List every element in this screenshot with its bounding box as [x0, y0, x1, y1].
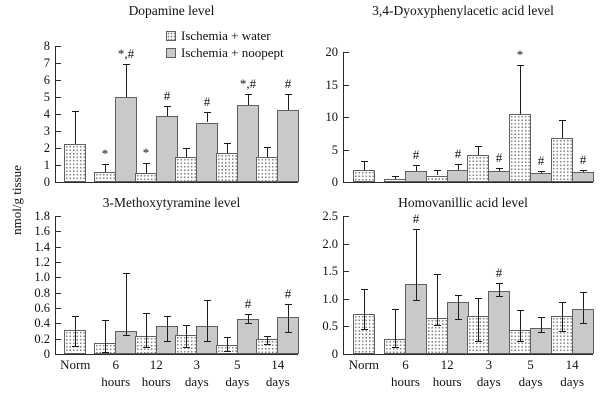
- y-tick-label: 5: [43, 90, 50, 104]
- panel-title-dopamine: Dopamine level: [128, 3, 215, 18]
- x-category-label: Norm: [348, 357, 379, 372]
- bar: [115, 97, 137, 182]
- y-tick: [344, 117, 349, 118]
- y-tick: [344, 326, 349, 327]
- y-tick-label: 3: [43, 124, 50, 138]
- y-tick: [56, 46, 61, 47]
- y-tick: [344, 271, 349, 272]
- error-bar: [126, 64, 127, 97]
- bar: [64, 144, 86, 182]
- significance-label: #: [454, 146, 462, 162]
- x-category-label: 6: [112, 357, 119, 372]
- significance-label: #: [163, 87, 171, 103]
- x-category-label: hours: [141, 374, 171, 389]
- error-cap: [143, 163, 150, 164]
- y-axis-label: nmol/g tissue: [9, 165, 24, 235]
- x-category-label: 14: [271, 357, 285, 372]
- y-tick: [344, 85, 349, 86]
- error-cap: [392, 347, 399, 348]
- error-cap: [434, 170, 441, 171]
- error-bar: [288, 304, 289, 332]
- error-cap: [224, 351, 231, 352]
- legend-label-water: Ischemia + water: [181, 27, 271, 43]
- error-cap: [580, 292, 587, 293]
- error-cap: [496, 168, 503, 169]
- x-category-label: days: [225, 374, 250, 389]
- y-tick: [56, 247, 61, 248]
- error-cap: [434, 325, 441, 326]
- x-category-label: 12: [149, 357, 163, 372]
- error-bar: [105, 320, 106, 352]
- error-cap: [204, 112, 211, 113]
- bar: [447, 170, 469, 182]
- y-tick-label: 6: [43, 73, 50, 87]
- error-cap: [496, 296, 503, 297]
- y-tick: [56, 339, 61, 340]
- y-tick-label: 2: [43, 141, 50, 155]
- error-bar: [562, 120, 563, 138]
- error-bar: [416, 229, 417, 300]
- y-tick-label: 1.4: [34, 239, 50, 254]
- error-cap: [102, 320, 109, 321]
- bar: [256, 157, 278, 182]
- bar: [488, 171, 510, 182]
- error-cap: [164, 316, 171, 317]
- error-bar: [105, 164, 106, 172]
- y-tick-label: 0.4: [34, 316, 50, 331]
- error-cap: [580, 170, 587, 171]
- error-bar: [541, 317, 542, 332]
- y-tick: [56, 293, 61, 294]
- x-axis: [343, 182, 593, 183]
- bar: [277, 110, 299, 182]
- error-bar: [126, 273, 127, 335]
- bar: [94, 172, 116, 182]
- y-tick-label: 1: [43, 158, 50, 172]
- y-tick-label: 4: [43, 107, 50, 121]
- bar: [384, 179, 406, 182]
- error-cap: [285, 94, 292, 95]
- y-tick: [344, 52, 349, 53]
- error-bar: [207, 112, 208, 122]
- x-axis: [55, 182, 298, 183]
- error-cap: [413, 229, 420, 230]
- error-bar: [267, 147, 268, 157]
- y-tick: [56, 165, 61, 166]
- y-tick: [344, 244, 349, 245]
- significance-label: #: [495, 264, 503, 280]
- error-cap: [164, 106, 171, 107]
- y-tick: [56, 308, 61, 309]
- error-bar: [75, 111, 76, 144]
- error-cap: [455, 319, 462, 320]
- bar: [353, 170, 375, 182]
- error-cap: [455, 295, 462, 296]
- error-cap: [183, 148, 190, 149]
- y-tick-label: 7: [43, 56, 50, 70]
- y-tick: [344, 182, 349, 183]
- y-tick: [56, 277, 61, 278]
- x-category-label: hours: [391, 374, 420, 389]
- error-cap: [475, 341, 482, 342]
- error-cap: [224, 143, 231, 144]
- x-category-label: Norm: [60, 357, 91, 372]
- error-bar: [520, 65, 521, 114]
- y-tick-label: 1.5: [322, 264, 338, 279]
- error-cap: [517, 65, 524, 66]
- error-cap: [475, 146, 482, 147]
- error-cap: [123, 335, 130, 336]
- error-cap: [361, 289, 368, 290]
- y-tick: [344, 354, 349, 355]
- error-bar: [458, 295, 459, 319]
- error-bar: [248, 314, 249, 323]
- significance-label: #: [412, 147, 420, 163]
- x-category-label: days: [518, 374, 543, 389]
- significance-label: #: [244, 296, 252, 312]
- significance-label: *,#: [117, 45, 135, 61]
- error-cap: [245, 323, 252, 324]
- error-cap: [245, 314, 252, 315]
- panel-title-homovanillic: Homovanillic acid level: [398, 195, 528, 210]
- error-cap: [392, 309, 399, 310]
- error-bar: [186, 148, 187, 157]
- error-bar: [364, 289, 365, 329]
- bar: [135, 173, 157, 182]
- error-cap: [264, 344, 271, 345]
- panel-title-methoxytyramine: 3-Methoxytyramine level: [102, 195, 241, 210]
- error-cap: [183, 347, 190, 348]
- error-cap: [475, 298, 482, 299]
- error-cap: [538, 332, 545, 333]
- y-tick: [56, 231, 61, 232]
- y-tick-label: 1.0: [34, 270, 50, 285]
- bar: [488, 291, 510, 354]
- error-bar: [583, 292, 584, 323]
- error-cap: [517, 310, 524, 311]
- error-bar: [146, 313, 147, 348]
- x-category-label: 6: [402, 357, 409, 372]
- y-tick-label: 1.8: [34, 209, 50, 223]
- y-tick-label: 1.2: [34, 255, 50, 269]
- x-category-label: 3: [485, 357, 493, 372]
- y-tick-label: 2.5: [322, 209, 338, 223]
- y-tick-label: 0.5: [322, 319, 338, 334]
- error-cap: [285, 332, 292, 333]
- error-bar: [437, 274, 438, 325]
- error-cap: [517, 341, 524, 342]
- error-cap: [496, 283, 503, 284]
- x-category-label: 12: [440, 357, 454, 372]
- error-cap: [264, 336, 271, 337]
- noopept-swatch-icon: [166, 48, 176, 58]
- y-tick: [56, 80, 61, 81]
- legend-label-noopept: Ischemia + noopept: [181, 44, 284, 60]
- error-bar: [167, 316, 168, 341]
- x-category-label: 14: [565, 357, 579, 372]
- error-cap: [361, 161, 368, 162]
- error-bar: [499, 283, 500, 296]
- y-tick-label: 15: [325, 77, 338, 92]
- error-cap: [123, 64, 130, 65]
- bar: [530, 173, 552, 182]
- y-tick-label: 0: [331, 175, 338, 189]
- error-cap: [183, 325, 190, 326]
- y-tick-label: 0: [43, 347, 50, 361]
- x-category-label: 5: [234, 357, 241, 372]
- error-cap: [361, 329, 368, 330]
- x-category-label: days: [560, 374, 585, 389]
- y-tick-label: 1.6: [34, 224, 50, 239]
- error-cap: [413, 165, 420, 166]
- y-tick: [56, 97, 61, 98]
- error-cap: [143, 313, 150, 314]
- error-bar: [288, 94, 289, 110]
- error-bar: [227, 143, 228, 153]
- error-cap: [434, 274, 441, 275]
- legend-item-noopept: [166, 44, 284, 61]
- error-cap: [538, 171, 545, 172]
- error-bar: [227, 337, 228, 351]
- error-bar: [395, 309, 396, 348]
- error-cap: [559, 331, 566, 332]
- error-bar: [207, 300, 208, 341]
- error-cap: [143, 347, 150, 348]
- x-axis: [55, 354, 298, 355]
- error-cap: [224, 337, 231, 338]
- bar: [509, 114, 531, 182]
- error-cap: [123, 273, 130, 274]
- legend-item-water: [166, 27, 284, 44]
- y-tick: [56, 131, 61, 132]
- y-tick-label: 5: [331, 142, 338, 157]
- error-cap: [164, 341, 171, 342]
- significance-label: #: [537, 152, 545, 168]
- error-cap: [538, 317, 545, 318]
- y-tick: [56, 148, 61, 149]
- significance-label: *: [142, 145, 150, 161]
- y-tick-label: 8: [43, 39, 50, 53]
- y-tick: [344, 299, 349, 300]
- y-tick: [56, 216, 61, 217]
- water-swatch-icon: [166, 31, 176, 41]
- x-category-label: hours: [101, 374, 131, 389]
- y-tick-label: 0.6: [34, 301, 50, 315]
- bar: [572, 172, 594, 182]
- y-axis: [55, 216, 56, 354]
- significance-label: #: [412, 210, 420, 226]
- error-cap: [559, 302, 566, 303]
- y-tick: [56, 262, 61, 263]
- y-tick: [56, 63, 61, 64]
- error-bar: [364, 161, 365, 169]
- y-tick: [344, 150, 349, 151]
- y-tick: [56, 323, 61, 324]
- significance-label: *: [516, 47, 524, 62]
- error-cap: [204, 300, 211, 301]
- error-bar: [186, 325, 187, 347]
- error-bar: [267, 336, 268, 344]
- y-tick-label: 2.0: [322, 236, 338, 251]
- error-cap: [580, 323, 587, 324]
- y-tick-label: 0: [43, 175, 50, 189]
- error-cap: [245, 94, 252, 95]
- x-category-label: 5: [527, 357, 534, 372]
- error-cap: [102, 352, 109, 353]
- y-tick: [56, 182, 61, 183]
- error-cap: [204, 341, 211, 342]
- error-cap: [285, 304, 292, 305]
- legend: [166, 27, 284, 61]
- y-tick: [344, 216, 349, 217]
- error-cap: [72, 346, 79, 347]
- significance-label: #: [203, 94, 211, 110]
- y-tick-label: 0.8: [34, 285, 50, 300]
- x-category-label: days: [265, 374, 290, 389]
- error-bar: [75, 316, 76, 347]
- error-cap: [392, 176, 399, 177]
- y-tick-label: 10: [325, 110, 338, 124]
- error-bar: [167, 106, 168, 116]
- bar: [216, 153, 238, 182]
- y-axis: [343, 216, 344, 354]
- error-bar: [562, 302, 563, 331]
- error-cap: [413, 300, 420, 301]
- y-tick-label: 0: [331, 347, 338, 361]
- error-cap: [455, 164, 462, 165]
- y-tick-label: 20: [325, 45, 338, 59]
- x-category-label: days: [476, 374, 501, 389]
- error-cap: [559, 120, 566, 121]
- y-tick: [56, 114, 61, 115]
- panel-title-dopac: 3,4-Dyoxyphenylacetic acid level: [372, 3, 554, 18]
- x-category-label: hours: [432, 374, 462, 389]
- x-axis: [343, 354, 593, 355]
- error-bar: [520, 310, 521, 341]
- error-cap: [264, 147, 271, 148]
- y-tick: [56, 354, 61, 355]
- error-cap: [102, 164, 109, 165]
- significance-label: #: [284, 75, 292, 91]
- x-category-label: days: [184, 374, 209, 389]
- x-category-label: 3: [193, 357, 200, 372]
- error-cap: [72, 111, 79, 112]
- significance-label: #: [579, 152, 587, 168]
- bar: [426, 176, 448, 183]
- y-tick-label: 0.2: [34, 331, 50, 346]
- error-bar: [248, 94, 249, 104]
- y-tick-label: 1.0: [322, 291, 338, 306]
- significance-label: *: [101, 146, 109, 162]
- bar: [175, 157, 197, 183]
- error-bar: [478, 298, 479, 341]
- significance-label: *,#: [239, 76, 257, 92]
- error-bar: [146, 163, 147, 172]
- significance-label: #: [495, 150, 503, 166]
- error-cap: [72, 316, 79, 317]
- bar: [405, 171, 427, 182]
- significance-label: #: [284, 286, 292, 302]
